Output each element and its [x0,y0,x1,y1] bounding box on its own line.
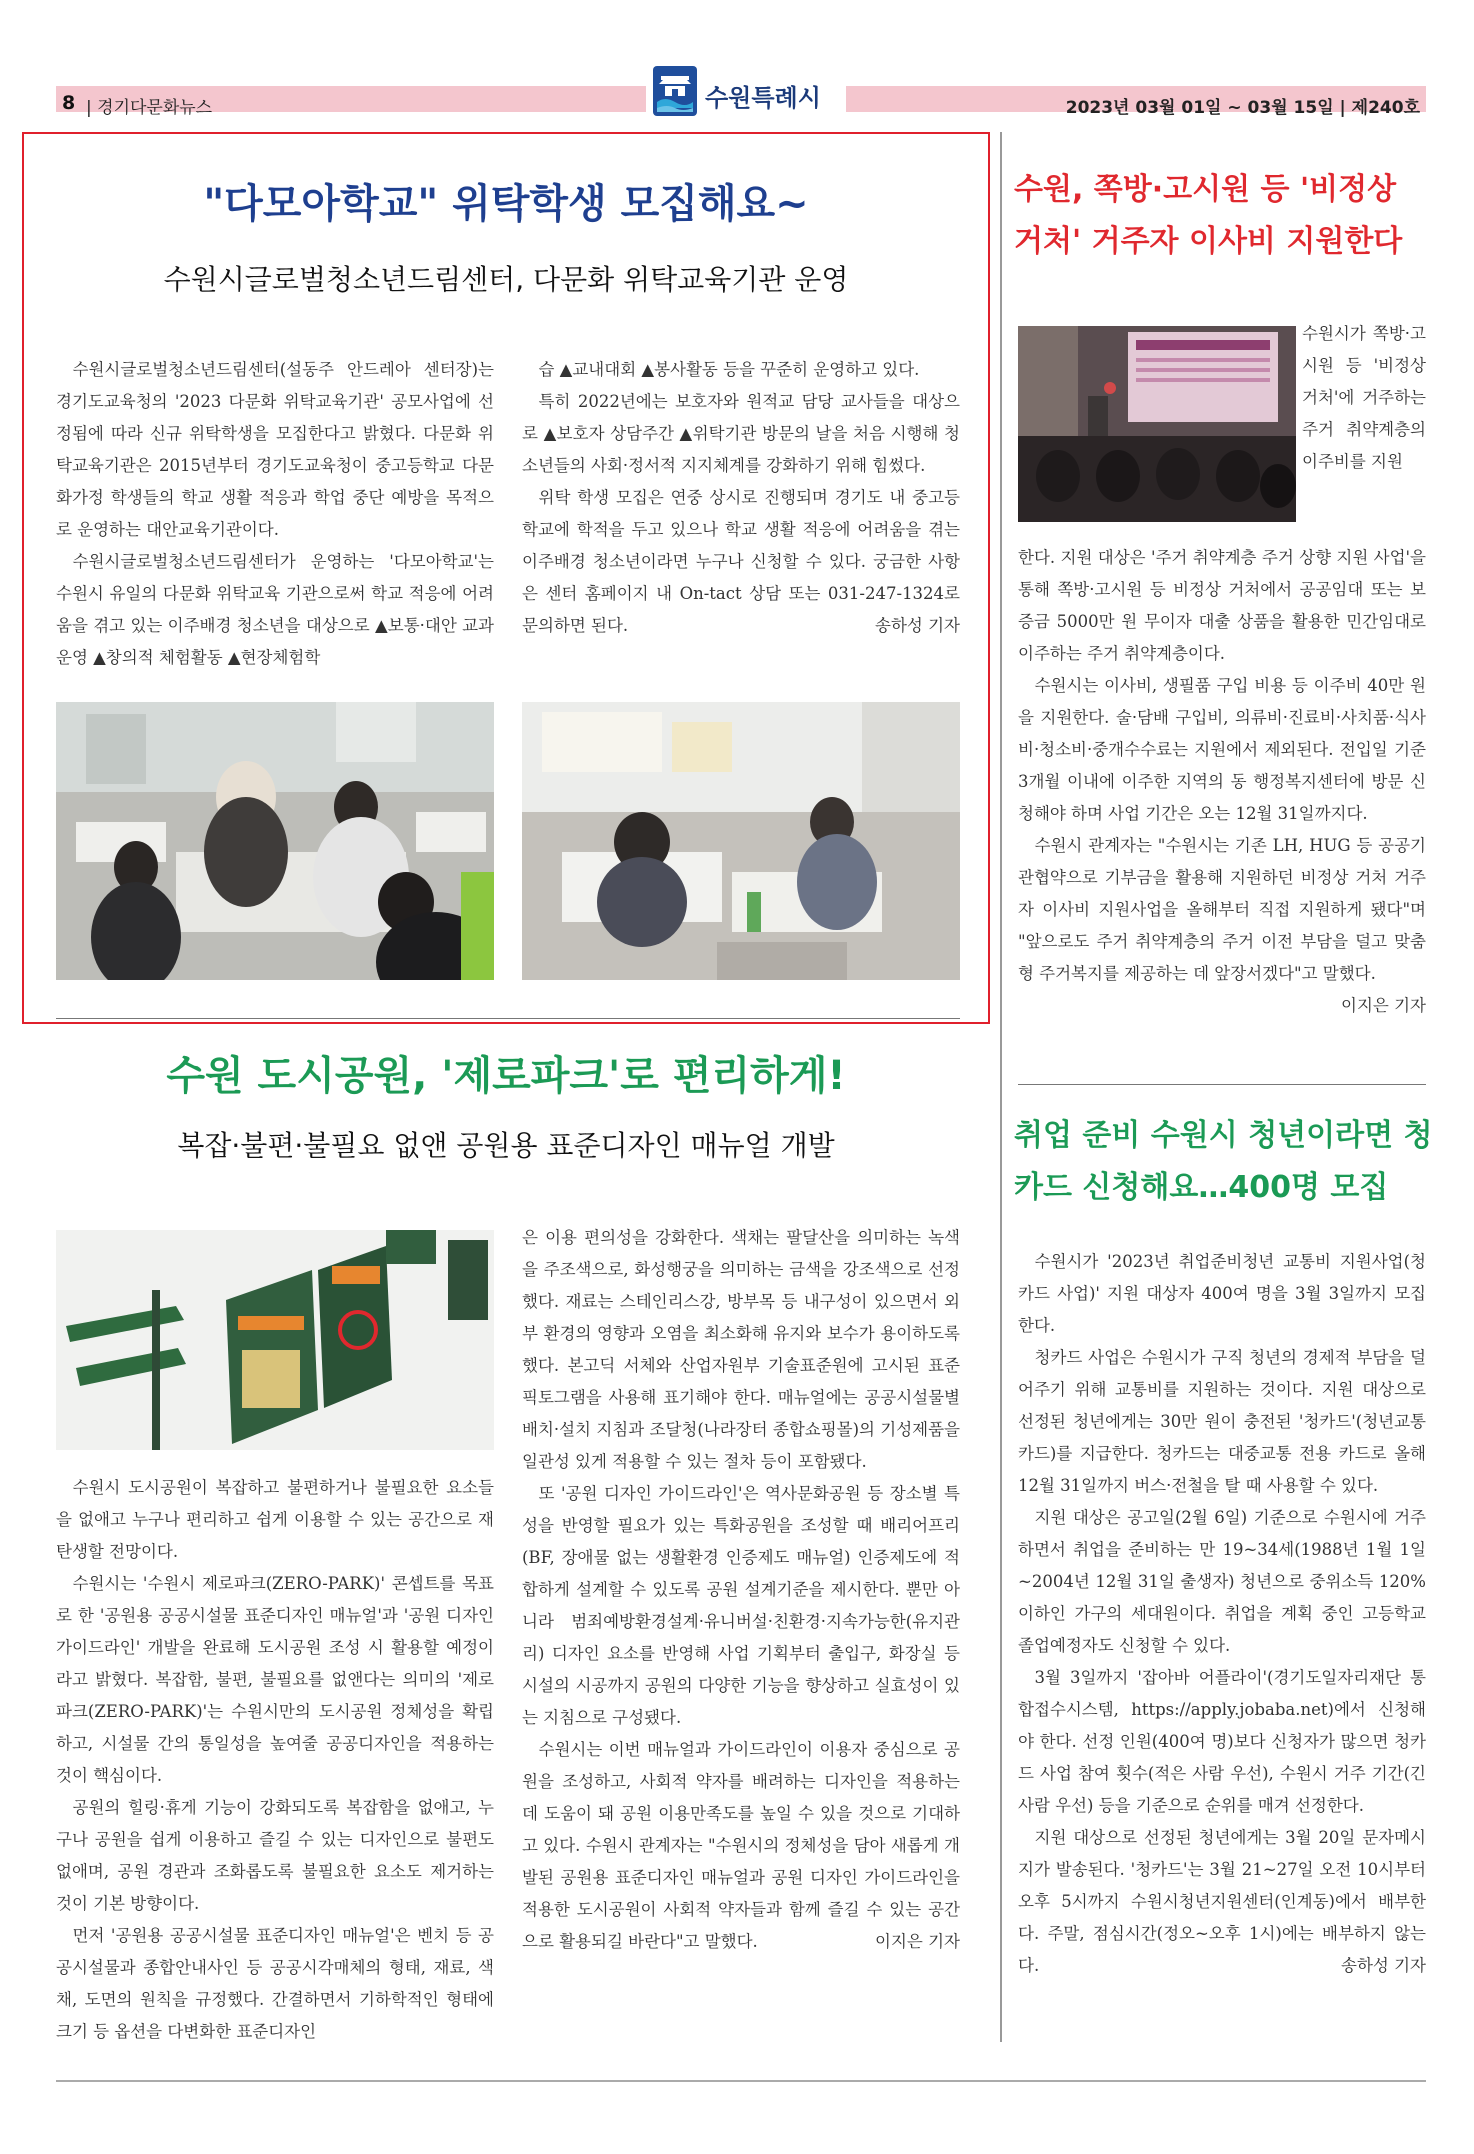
article3-paragraph: 한다. 지원 대상은 '주거 취약계층 주거 상향 지원 사업'을 통해 쪽방·고시원 등 비정상 거처에서 공공임대 또는 보증금 5000만 원 무이자 대출 상품을 활용한 민간임대로 이주하는 주거 취약계층이다. [1018,548,1426,663]
classroom-photo-1-graphic [56,702,494,980]
article3-title: 수원, 쪽방·고시원 등 '비정상 거처' 거주자 이사비 지원한다 [1014,172,1403,259]
article4-body [1018,1246,1426,1982]
article2-paragraph: 또 '공원 디자인 가이드라인'은 역사문화공원 등 장소별 특성을 반영할 필요가 있는 특화공원을 조성할 때 배리어프리(BF, 장애물 없는 생활환경 인증제도 매뉴얼) 인증제도에 적합하게 설계할 수 있도록 공원 설계기준을 제시한다. 뿐만 아니라 범죄예방환경설계·유니버설·친환경·지속가능한(유지관리) 디자인 요소를 반영해 사업 기획부터 출입구, 화장실 등 시설의 시공까지 공원의 다양한 기능을 향상하고 실효성이 있는 지침으로 구성됐다. [522,1484,960,1727]
publication-title: 경기다문화뉴스 [97,98,213,118]
article2-paragraph: 수원시 도시공원이 복잡하고 불편하거나 불필요한 요소들을 없애고 누구나 편리하고 쉽게 이용할 수 있는 공간으로 재탄생할 전망이다. [56,1478,494,1561]
article2-paragraph [522,1734,960,1958]
article2-column-1 [56,1472,494,2048]
right-section-divider [1018,1084,1426,1085]
article1-paragraph: 수원시글로벌청소년드림센터(설동주 안드레아 센터장)는 경기도교육청의 '2023 다문화 위탁교육기관' 공모사업에 선정됨에 따라 신규 위탁학생을 모집한다고 밝혔다. 다문화 위탁교육기관은 2015년부터 경기도교육청이 중고등학교 다문화가정 학생들의 학교 생활 적응과 학업 중단 예방을 목적으로 운영하는 대안교육기관이다. [56,360,494,539]
header-bar-left [56,86,646,118]
article3-paragraph: 수원시는 이사비, 생필품 구입 비용 등 이주비 40만 원을 지원한다. 술·담배 구입비, 의류비·진료비·사치품·식사비·청소비·중개수수료는 지원에서 제외된다. 전입일 기준 3개월 이내에 이주한 지역의 동 행정복지센터에 방문 신청해야 하며 사업 기간은 오는 12월 31일까지다. [1018,676,1426,823]
article4-paragraph [1018,1822,1426,1982]
article1-column-2 [522,354,960,642]
article4-paragraph: 3월 3일까지 '잡아바 어플라이'(경기도일자리재단 통합접수시스템, https://apply.jobaba.net)에서 신청해야 한다. 선정 인원(400여 명)보다 신청자가 많으면 청카드 사업 참여 횟수(적은 사람 우선), 수원시 거주 기간(긴 사람 우선) 등을 기준으로 순위를 매겨 선정한다. [1018,1668,1426,1815]
seminar-photo-graphic [1018,326,1296,522]
article4-title: 취업 준비 수원시 청년이라면 청카드 신청해요…400명 모집 [1014,1118,1433,1205]
seminar-photo [1018,326,1296,522]
classroom-photo-1 [56,702,494,980]
park-signage-graphic [56,1230,494,1450]
article1-title: "다모아학교" 위탁학생 모집해요~ [203,181,809,227]
article3-byline: 이지은 기자 [1341,996,1426,1015]
article4-byline: 송하성 기자 [1341,1956,1426,1975]
article3-paragraph [1018,830,1426,1015]
article2-byline: 이지은 기자 [875,1932,960,1951]
article3-body [1018,542,1426,1022]
article3-paragraph-text: 수원시 관계자는 "수원시는 기존 LH, HUG 등 공공기관협약으로 기부금을 활용해 지원하던 비정상 거처 거주자 이사비 지원사업을 올해부터 직접 지원하게 됐다"며 "앞으로도 주거 취약계층의 주거 이전 부담을 덜고 맞춤형 주거복지를 제공하는 데 앞장서겠다"고 말했다. [1018,836,1426,983]
article1-column-1 [56,354,494,674]
article2-column-2 [522,1222,960,1958]
suwon-logo [653,66,843,116]
article4-paragraph: 청카드 사업은 수원시가 구직 청년의 경제적 부담을 덜어주기 위해 교통비를 지원하는 것이다. 지원 대상으로 선정된 청년에게는 30만 원이 충전된 '청카드'(청년교통카드)를 지급한다. 청카드는 대중교통 전용 카드로 올해 12월 31일까지 버스·전철을 탈 때 사용할 수 있다. [1018,1348,1426,1495]
classroom-photo-2 [522,702,960,980]
article2-paragraph: 수원시는 '수원시 제로파크(ZERO-PARK)' 콘셉트를 목표로 한 '공원용 공공시설물 표준디자인 매뉴얼'과 '공원 디자인 가이드라인' 개발을 완료해 도시공원 조성 시 활용할 예정이라고 밝혔다. 복잡함, 불편, 불필요를 없앤다는 의미의 '제로파크(ZERO-PARK)'는 수원시만의 도시공원 정체성을 확립하고, 시설물 간의 통일성을 높여줄 공공디자인을 적용하는 것이 핵심이다. [56,1574,494,1785]
article2-title: 수원 도시공원, '제로파크'로 편리하게! [166,1053,846,1099]
classroom-photo-2-graphic [522,702,960,980]
park-signage-photo [56,1230,494,1450]
article3-lead: 수원시가 쪽방·고시원 등 '비정상 거처'에 거주하는 주거 취약계층의 이주비를 지원 [1302,324,1426,471]
article1-paragraph: 습 ▲교내대회 ▲봉사활동 등을 꾸준히 운영하고 있다. [538,360,920,379]
column-divider [1000,132,1002,2042]
article2-paragraph: 먼저 '공원용 공공시설물 표준디자인 매뉴얼'은 벤치 등 공공시설물과 종합안내사인 등 공공시각매체의 형태, 재료, 색채, 도면의 원칙을 규정했다. 간결하면서 기하학적인 형태에 크기 등 옵션을 다변화한 표준디자인 [56,1926,494,2041]
page-number: 8 [62,92,76,114]
article1-byline: 송하성 기자 [875,616,960,635]
article2-subtitle: 복잡·불편·불필요 없앤 공원용 표준디자인 매뉴얼 개발 [177,1129,835,1162]
article3-side-text [1302,318,1426,478]
publication-name [86,93,212,118]
article1-paragraph: 특히 2022년에는 보호자와 원적교 담당 교사들을 대상으로 ▲보호자 상담주간 ▲위탁기관 방문의 날을 처음 시행해 청소년들의 사회·정서적 지지체계를 강화하기 위해 힘썼다. [522,392,960,475]
article2-paragraph: 공원의 힐링·휴게 기능이 강화되도록 복잡함을 없애고, 누구나 공원을 쉽게 이용하고 즐길 수 있는 디자인으로 불편도 없애며, 공원 경관과 조화롭도록 불필요한 요소도 제거하는 것이 기본 방향이다. [56,1798,494,1913]
article1-paragraph-text: 위탁 학생 모집은 연중 상시로 진행되며 경기도 내 중고등학교에 학적을 두고 있으나 학교 생활 적응에 어려움을 겪는 이주배경 청소년이라면 누구나 신청할 수 있다. 궁금한 사항은 센터 홈페이지 내 On-tact 상담 또는 031-247-1324로 문의하면 된다. [522,488,960,635]
suwon-emblem-icon [653,66,697,116]
article4-paragraph: 지원 대상은 공고일(2월 6일) 기준으로 수원시에 거주하면서 취업을 준비하는 만 19~34세(1988년 1월 1일~2004년 12월 31일 출생자) 청년으로 중위소득 120% 이하인 가구의 세대원이다. 취업을 계획 중인 고등학교 졸업예정자도 신청할 수 있다. [1018,1508,1426,1655]
article1-paragraph: 수원시글로벌청소년드림센터가 운영하는 '다모아학교'는 수원시 유일의 다문화 위탁교육 기관으로써 학교 적응에 어려움을 겪고 있는 이주배경 청소년을 대상으로 ▲보통·대안 교과 운영 ▲창의적 체험활동 ▲현장체험학 [56,552,494,667]
logo-text: 수원특례시 [705,84,821,112]
article4-paragraph-text: 지원 대상으로 선정된 청년에게는 3월 20일 문자메시지가 발송된다. '청카드'는 3월 21~27일 오전 10시부터 오후 5시까지 수원시청년지원센터(인계동)에서 배부한다. 주말, 점심시간(정오~오후 1시)에는 배부하지 않는다. [1018,1828,1426,1975]
article1-paragraph [522,482,960,642]
article1-subtitle: 수원시글로벌청소년드림센터, 다문화 위탁교육기관 운영 [163,263,849,296]
issue-date: 2023년 03월 01일 ~ 03월 15일 | 제240호 [1065,98,1420,118]
article2-paragraph: 은 이용 편의성을 강화한다. 색채는 팔달산을 의미하는 녹색을 주조색으로, 화성행궁을 의미하는 금색을 강조색으로 선정했다. 재료는 스테인리스강, 방부목 등 내구성이 있으면서 외부 환경의 영향과 오염을 최소화해 유지와 보수가 용이하도록 했다. 본고딕 서체와 산업자원부 기술표준원에 고시된 표준 픽토그램을 사용해 표기해야 한다. 매뉴얼에는 공공시설물별 배치·설치 지침과 조달청(나라장터 종합쇼핑몰)의 기성제품을 일관성 있게 적용할 수 있는 절차 등이 포함됐다. [522,1228,960,1471]
header-divider: | [86,98,92,118]
article2-paragraph-text: 수원시는 이번 매뉴얼과 가이드라인이 이용자 중심으로 공원을 조성하고, 사회적 약자를 배려하는 디자인을 적용하는 데 도움이 돼 공원 이용만족도를 높일 수 있을 것으로 기대하고 있다. 수원시 관계자는 "수원시의 정체성을 담아 새롭게 개발된 공원용 표준디자인 매뉴얼과 공원 디자인 가이드라인을 적용한 도시공원이 사회적 약자들과 함께 즐길 수 있는 공간으로 활용되길 바란다"고 말했다. [522,1740,960,1951]
page-bottom-rule [56,2080,1426,2082]
section-divider [56,1018,960,1019]
page-header [56,82,1426,116]
header-bar-right [846,86,1426,118]
article4-paragraph: 수원시가 '2023년 취업준비청년 교통비 지원사업(청카드 사업)' 지원 대상자 400여 명을 3월 3일까지 모집한다. [1018,1252,1426,1335]
